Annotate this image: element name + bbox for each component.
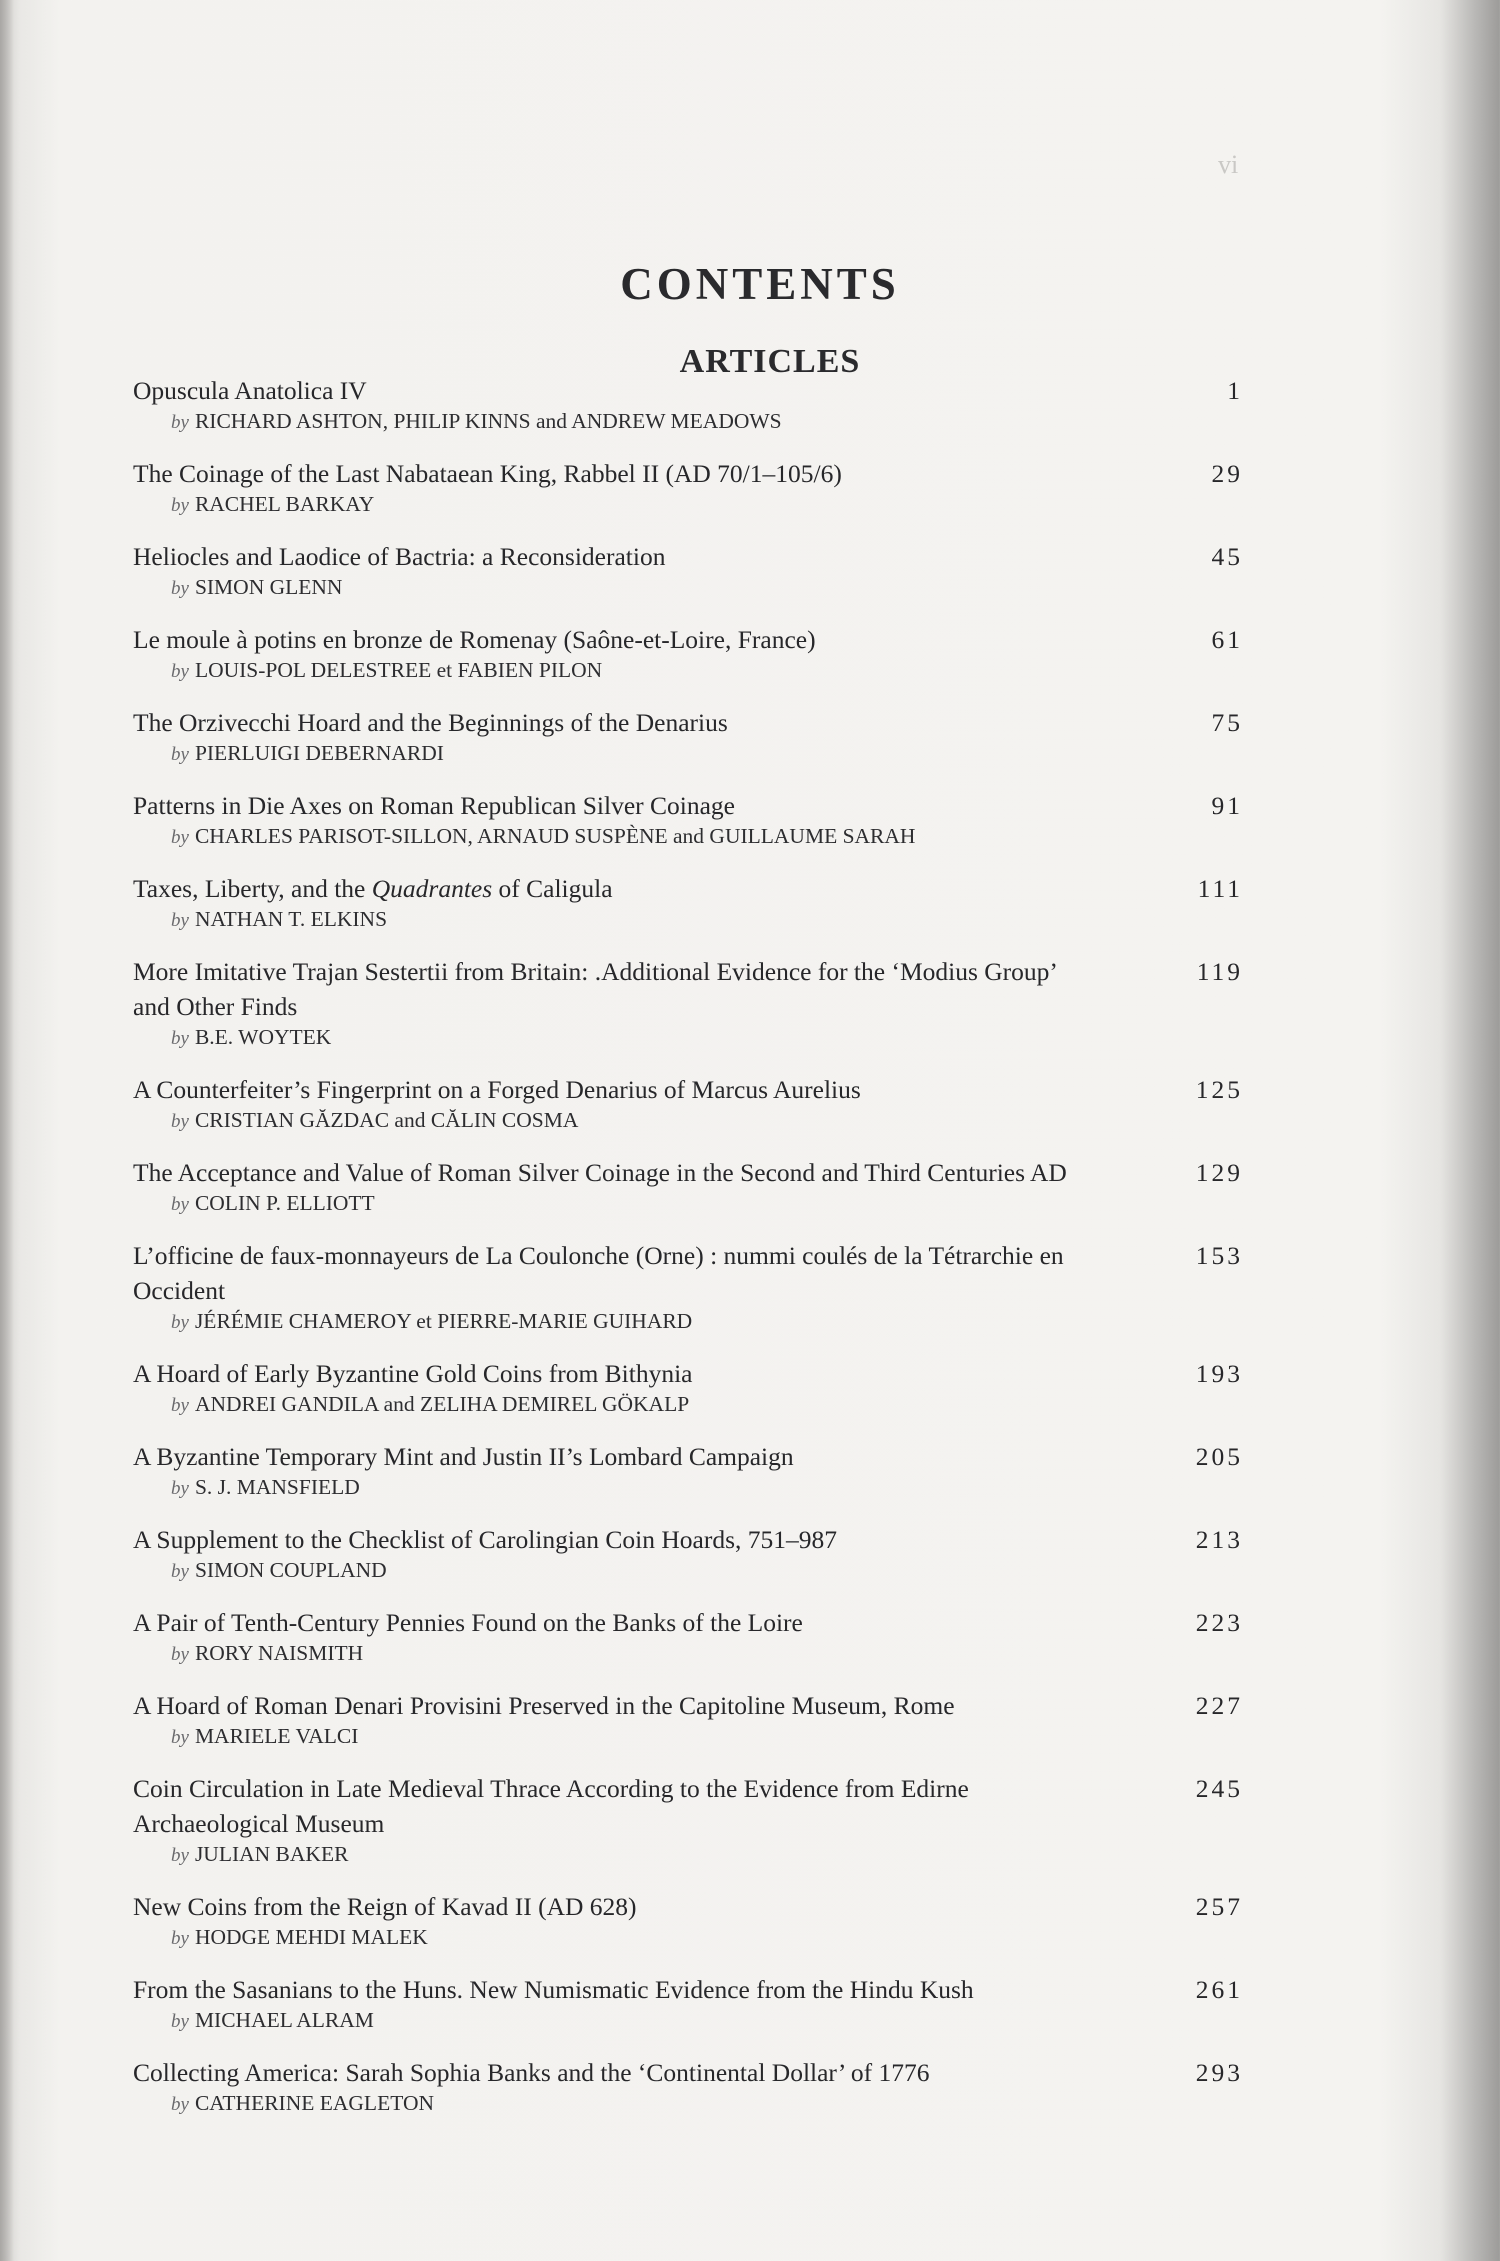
article-title: Patterns in Die Axes on Roman Republican Silver Coinage — [133, 791, 735, 820]
by-label: by — [171, 412, 189, 433]
article-author-line — [133, 1841, 1243, 1869]
article-author: NATHAN T. ELKINS — [194, 907, 388, 931]
article-author: MICHAEL ALRAM — [194, 2008, 374, 2032]
article-entry[interactable] — [133, 1356, 1243, 1419]
article-page-number: 1 — [1227, 376, 1243, 405]
article-author: SIMON COUPLAND — [194, 1558, 387, 1582]
article-title: A Hoard of Early Byzantine Gold Coins from Bithynia — [133, 1359, 693, 1388]
article-page-number: 45 — [1211, 542, 1243, 571]
article-author-line — [133, 408, 1243, 436]
article-author-line — [133, 2090, 1243, 2118]
page-number: vi — [1218, 150, 1239, 179]
article-page-number: 111 — [1197, 874, 1243, 903]
article-title: A Hoard of Roman Denari Provisini Preserved in the Capitoline Museum, Rome — [133, 1691, 955, 1720]
article-author-line — [133, 1391, 1243, 1419]
article-entry[interactable] — [133, 1972, 1243, 2035]
by-label: by — [171, 910, 189, 931]
article-page-number: 293 — [1195, 2058, 1243, 2087]
article-title — [133, 871, 1243, 906]
article-title: Opuscula Anatolica IV — [133, 376, 367, 405]
article-entry[interactable] — [133, 705, 1243, 768]
by-label: by — [171, 1312, 189, 1333]
by-label: by — [171, 661, 189, 682]
article-entry[interactable] — [133, 1771, 1243, 1869]
by-label: by — [171, 1644, 189, 1665]
article-entry[interactable] — [133, 539, 1243, 602]
by-label: by — [171, 1727, 189, 1748]
by-label: by — [171, 1111, 189, 1132]
article-title-part: Taxes, Liberty, and the — [133, 874, 372, 903]
article-page-number: 61 — [1211, 625, 1243, 654]
articles-section-heading: ARTICLES — [679, 343, 861, 381]
by-label: by — [171, 578, 189, 599]
article-author-line — [133, 657, 1243, 685]
article-page-number: 205 — [1195, 1442, 1243, 1471]
article-author: S. J. MANSFIELD — [194, 1475, 360, 1499]
page-fold-shadow — [0, 0, 14, 2261]
by-label: by — [171, 1194, 189, 1215]
article-entry[interactable] — [133, 954, 1243, 1052]
article-page-number: 245 — [1195, 1774, 1243, 1803]
article-author: ANDREI GANDILA and ZELIHA DEMIREL GÖKALP — [194, 1392, 690, 1416]
article-title: Coin Circulation in Late Medieval Thrace According to the Evidence from Edirne Archaeological Museum — [133, 1774, 969, 1838]
article-author-line — [133, 1474, 1243, 1502]
article-page-number: 223 — [1195, 1608, 1243, 1637]
article-title: Heliocles and Laodice of Bactria: a Reconsideration — [133, 542, 666, 571]
articles-list — [133, 373, 1243, 2138]
article-author-line — [133, 491, 1243, 519]
article-title: From the Sasanians to the Huns. New Numismatic Evidence from the Hindu Kush — [133, 1975, 974, 2004]
article-entry[interactable] — [133, 1522, 1243, 1585]
article-author: COLIN P. ELLIOTT — [194, 1191, 375, 1215]
article-page-number: 257 — [1195, 1892, 1243, 1921]
article-author-line — [133, 1308, 1243, 1336]
by-label: by — [171, 1928, 189, 1949]
article-author-line — [133, 740, 1243, 768]
article-author: RORY NAISMITH — [194, 1641, 364, 1665]
article-author: LOUIS-POL DELESTREE et FABIEN PILON — [194, 658, 603, 682]
article-entry[interactable] — [133, 456, 1243, 519]
article-title-italic: Quadrantes — [371, 874, 493, 903]
article-author-line — [133, 1024, 1243, 1052]
article-page-number: 129 — [1195, 1158, 1243, 1187]
article-title: A Counterfeiter’s Fingerprint on a Forged Denarius of Marcus Aurelius — [133, 1075, 861, 1104]
article-author: JÉRÉMIE CHAMEROY et PIERRE-MARIE GUIHARD — [194, 1309, 693, 1333]
by-label: by — [171, 744, 189, 765]
article-author-line — [133, 1924, 1243, 1952]
article-page-number: 125 — [1195, 1075, 1243, 1104]
article-author-line — [133, 574, 1243, 602]
article-author-line — [133, 1107, 1243, 1135]
article-page-number: 227 — [1195, 1691, 1243, 1720]
article-author: CHARLES PARISOT-SILLON, ARNAUD SUSPÈNE and GUILLAUME SARAH — [194, 824, 916, 848]
article-title: New Coins from the Reign of Kavad II (AD 628) — [133, 1892, 637, 1921]
by-label: by — [171, 1561, 189, 1582]
article-entry[interactable] — [133, 1155, 1243, 1218]
article-entry[interactable] — [133, 373, 1243, 436]
article-page-number: 153 — [1195, 1241, 1243, 1270]
article-author-line — [133, 1190, 1243, 1218]
article-author: CRISTIAN GĂZDAC and CĂLIN COSMA — [194, 1108, 579, 1132]
article-title: Le moule à potins en bronze de Romenay (Saône-et-Loire, France) — [133, 625, 816, 654]
article-entry[interactable] — [133, 788, 1243, 851]
by-label: by — [171, 1395, 189, 1416]
article-page-number: 213 — [1195, 1525, 1243, 1554]
article-author-line — [133, 1640, 1243, 1668]
article-author-line — [133, 823, 1243, 851]
article-author-line — [133, 1557, 1243, 1585]
article-page-number: 29 — [1211, 459, 1243, 488]
article-entry[interactable] — [133, 622, 1243, 685]
contents-title: CONTENTS — [620, 259, 900, 310]
article-title: A Supplement to the Checklist of Carolingian Coin Hoards, 751–987 — [133, 1525, 838, 1554]
article-title: L’officine de faux-monnayeurs de La Coulonche (Orne) : nummi coulés de la Tétrarchie en Occident — [133, 1241, 1064, 1305]
article-title: The Orzivecchi Hoard and the Beginnings of the Denarius — [133, 708, 728, 737]
article-page-number: 193 — [1195, 1359, 1243, 1388]
by-label: by — [171, 495, 189, 516]
article-author: PIERLUIGI DEBERNARDI — [194, 741, 444, 765]
article-page-number: 91 — [1211, 791, 1243, 820]
article-title: A Byzantine Temporary Mint and Justin II’s Lombard Campaign — [133, 1442, 794, 1471]
article-author: RICHARD ASHTON, PHILIP KINNS and ANDREW MEADOWS — [194, 409, 782, 433]
article-entry[interactable] — [133, 1439, 1243, 1502]
by-label: by — [171, 1478, 189, 1499]
article-entry[interactable] — [133, 2055, 1243, 2118]
article-author: CATHERINE EAGLETON — [194, 2091, 434, 2115]
article-author: HODGE MEHDI MALEK — [194, 1925, 428, 1949]
article-entry[interactable] — [133, 1605, 1243, 1668]
article-author: RACHEL BARKAY — [194, 492, 375, 516]
by-label: by — [171, 2094, 189, 2115]
article-author-line — [133, 1723, 1243, 1751]
article-author: MARIELE VALCI — [194, 1724, 359, 1748]
article-entry[interactable] — [133, 1238, 1243, 1336]
article-title: More Imitative Trajan Sestertii from Britain: .Additional Evidence for the ‘Modius Group’ and Other Finds — [133, 957, 1057, 1021]
by-label: by — [171, 2011, 189, 2032]
article-title-part: of Caligula — [492, 874, 613, 903]
article-author: B.E. WOYTEK — [194, 1025, 332, 1049]
by-label: by — [171, 1028, 189, 1049]
article-author-line — [133, 906, 1243, 934]
article-title: Collecting America: Sarah Sophia Banks and the ‘Continental Dollar’ of 1776 — [133, 2058, 930, 2087]
article-page-number: 75 — [1211, 708, 1243, 737]
article-author-line — [133, 2007, 1243, 2035]
article-entry[interactable] — [133, 1889, 1243, 1952]
article-title: A Pair of Tenth-Century Pennies Found on the Banks of the Loire — [133, 1608, 803, 1637]
by-label: by — [171, 1845, 189, 1866]
by-label: by — [171, 827, 189, 848]
article-page-number: 261 — [1195, 1975, 1243, 2004]
article-author: JULIAN BAKER — [194, 1842, 349, 1866]
article-title: The Coinage of the Last Nabataean King, Rabbel II (AD 70/1–105/6) — [133, 459, 842, 488]
article-title: The Acceptance and Value of Roman Silver Coinage in the Second and Third Centuries AD — [133, 1158, 1067, 1187]
article-entry[interactable] — [133, 1688, 1243, 1751]
article-entry[interactable] — [133, 871, 1243, 934]
article-page-number: 119 — [1196, 957, 1243, 986]
article-author: SIMON GLENN — [194, 575, 343, 599]
article-entry[interactable] — [133, 1072, 1243, 1135]
